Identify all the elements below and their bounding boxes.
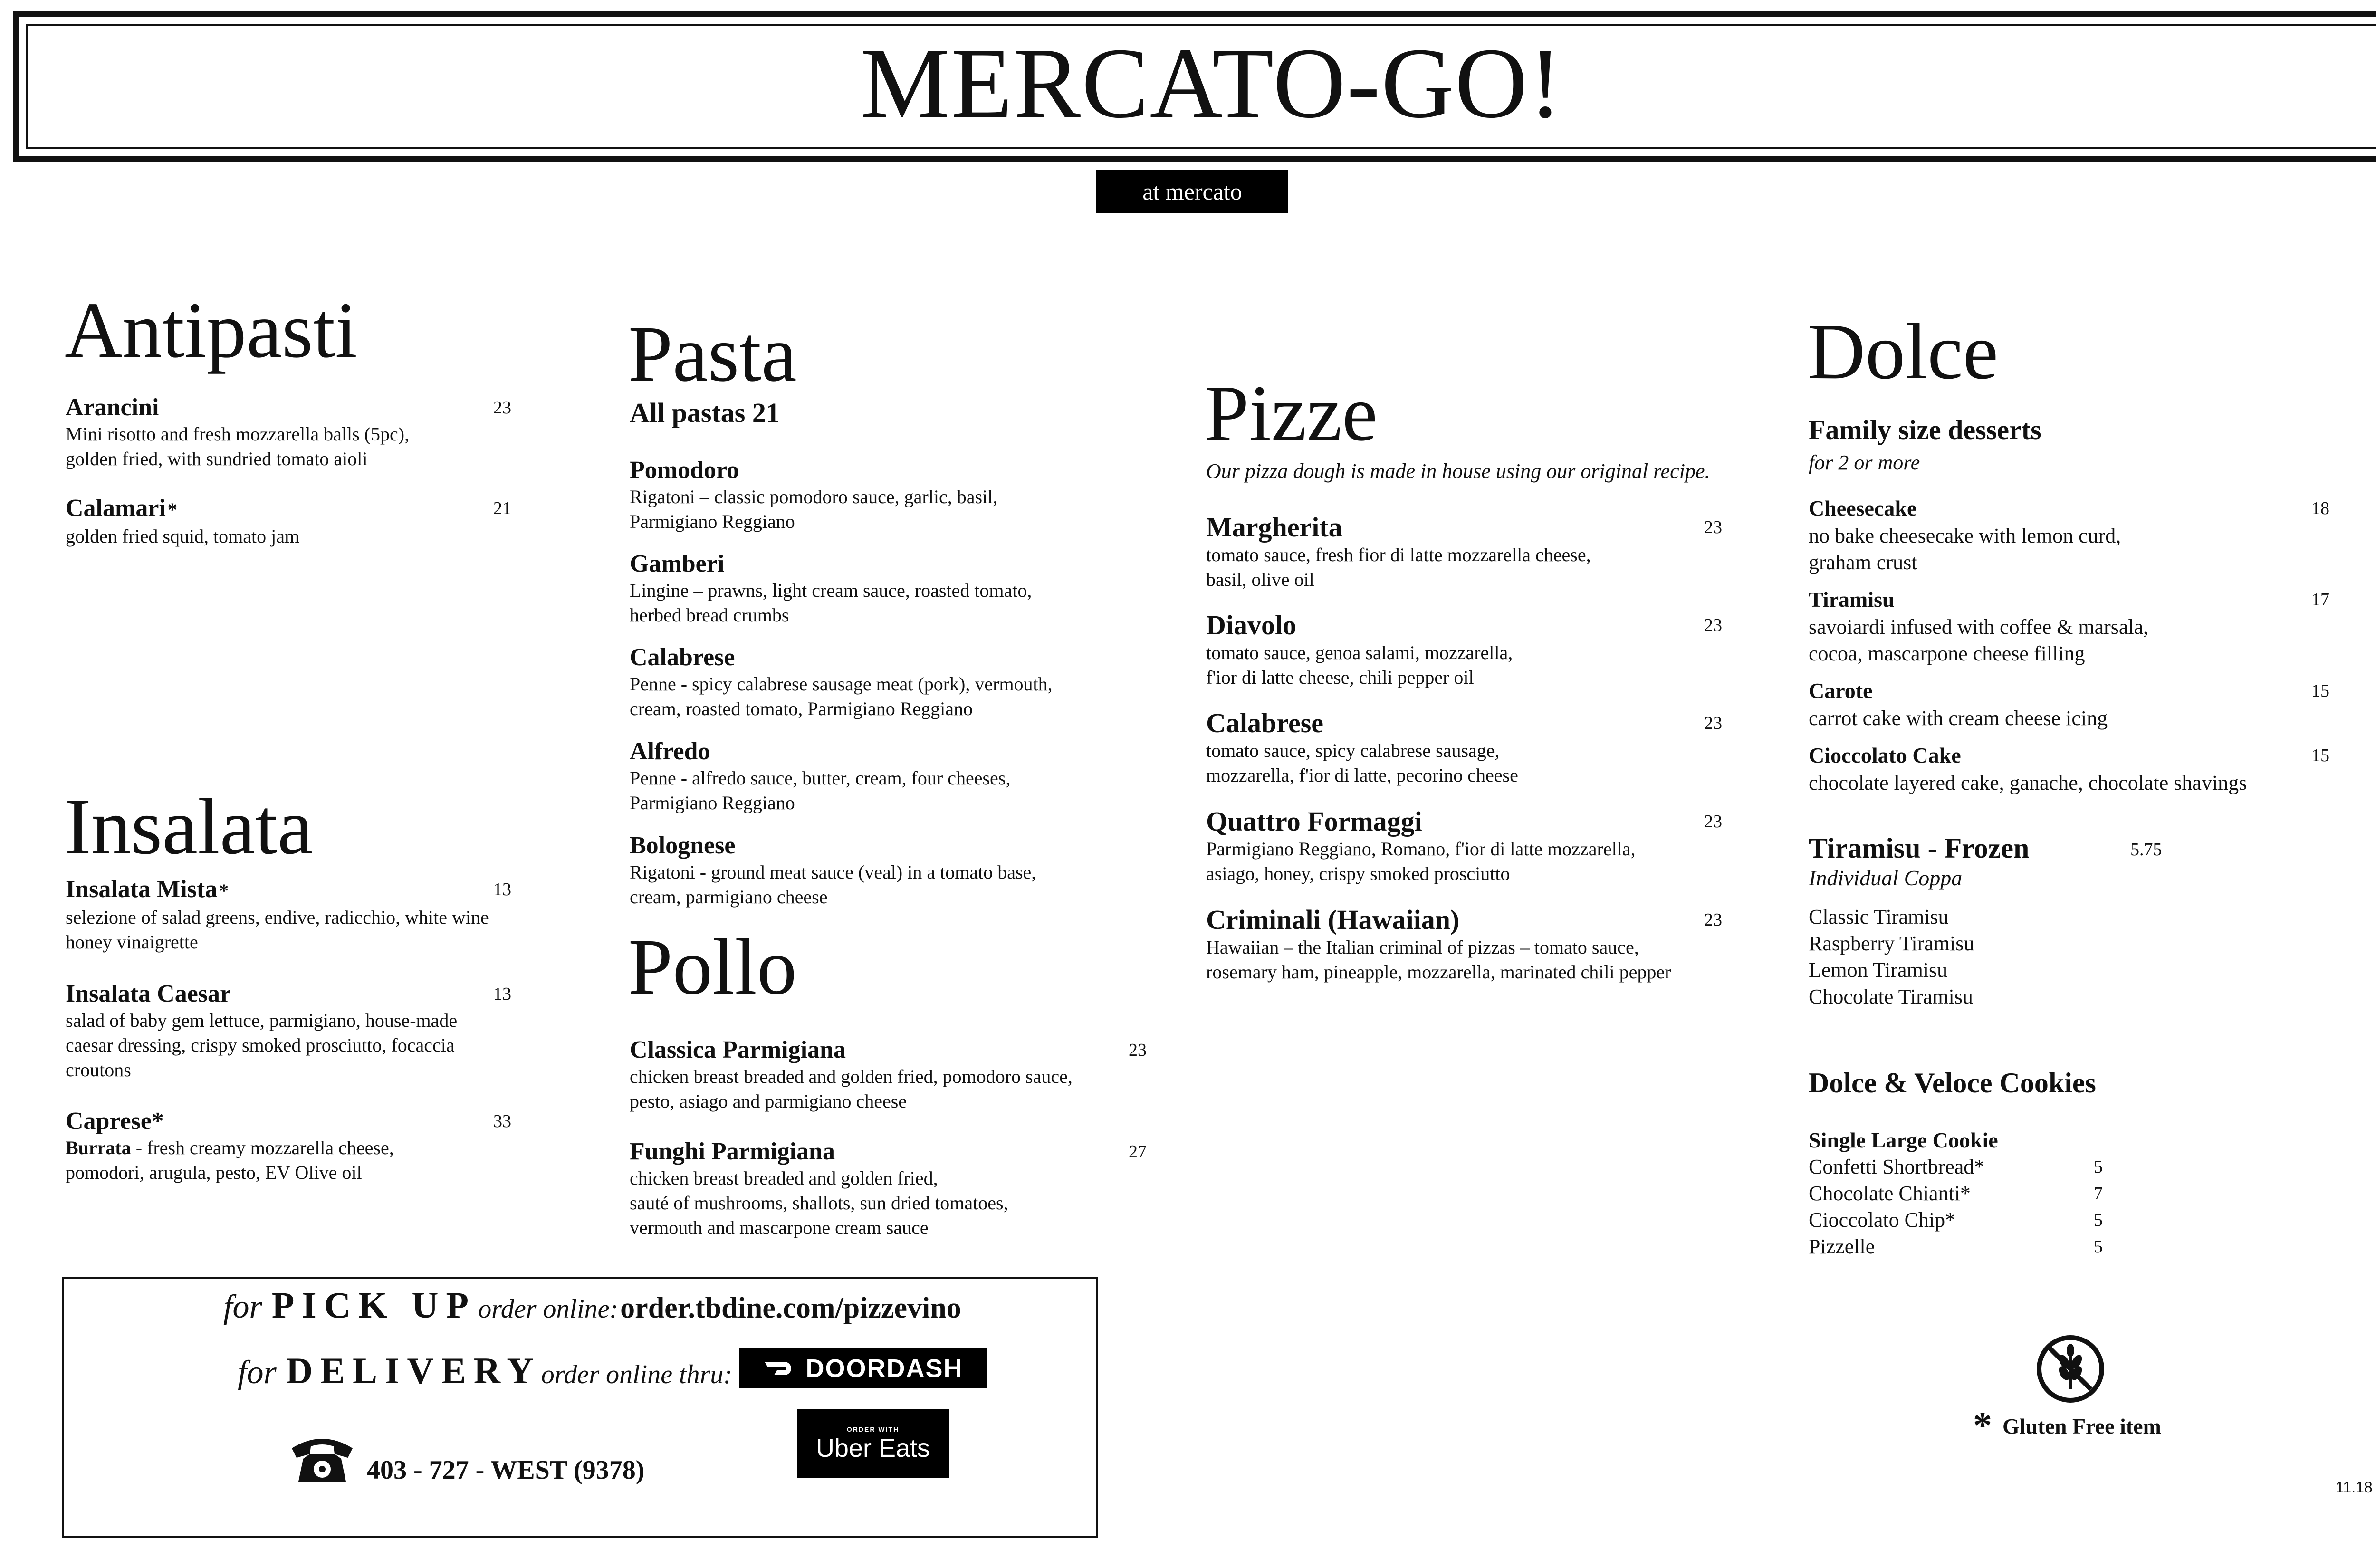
doordash-logo[interactable] <box>739 1348 987 1388</box>
item-desc-line: Mini risotto and fresh mozzarella balls (5pc), <box>66 423 410 445</box>
phone-number[interactable]: 403 - 727 - WEST (9378) <box>367 1455 645 1485</box>
menu-item-calamari <box>66 494 522 549</box>
item-desc-line: Rigatoni – classic pomodoro sauce, garlic, basil, <box>630 486 998 507</box>
item-name: Classica Parmigiana <box>630 1036 846 1063</box>
cookie-price: 5 <box>2094 1210 2103 1230</box>
item-desc-line: Rigatoni - ground meat sauce (veal) in a tomato base, <box>630 861 1036 883</box>
item-desc-line: cocoa, mascarpone cheese filling <box>1809 642 2085 665</box>
item-name: Bolognese <box>630 832 736 859</box>
item-name: Quattro Formaggi <box>1206 806 1422 837</box>
gluten-free-mark: * <box>219 880 229 901</box>
item-desc-line: carrot cake with cream cheese icing <box>1809 707 2108 730</box>
cookie-price: 7 <box>2094 1184 2103 1204</box>
item-desc-line: basil, olive oil <box>1206 569 1314 590</box>
item-desc-line: herbed bread crumbs <box>630 604 789 626</box>
item-name: Calamari <box>66 495 166 522</box>
item-desc-line: rosemary ham, pineapple, mozzarella, marinated chili pepper <box>1206 961 1671 983</box>
item-desc-line: no bake cheesecake with lemon curd, <box>1809 524 2121 547</box>
tiramisu-flavor: Raspberry Tiramisu <box>1809 932 1974 955</box>
tiramisu-frozen-block <box>1809 832 2331 1010</box>
item-price: 13 <box>493 880 511 899</box>
item-price: 13 <box>493 984 511 1004</box>
gluten-free-mark: * <box>167 499 177 520</box>
item-name: Criminali (Hawaiian) <box>1206 904 1460 935</box>
item-desc-line: tomato sauce, genoa salami, mozzarella, <box>1206 642 1513 663</box>
item-desc-line: Parmigiano Reggiano, Romano, f'ior di latte mozzarella, <box>1206 838 1636 860</box>
item-name: Pomodoro <box>630 457 739 484</box>
item-desc-line: cream, roasted tomato, Parmigiano Reggiano <box>630 698 973 719</box>
gluten-free-symbol: * <box>1973 1405 1992 1447</box>
cookie-item <box>1809 1154 2141 1180</box>
pasta-title: Pasta <box>628 310 797 398</box>
item-name: Alfredo <box>630 738 710 765</box>
item-name: Calabrese <box>630 644 735 671</box>
item-desc-line: asiago, honey, crispy smoked prosciutto <box>1206 863 1510 884</box>
item-price: 21 <box>493 498 511 518</box>
cookies-block <box>1809 1127 2141 1260</box>
item-desc-line: Parmigiano Reggiano <box>630 511 795 532</box>
subtitle-badge: at mercato <box>1096 170 1288 213</box>
item-price: 23 <box>1704 910 1722 930</box>
menu-item-carote <box>1809 677 2355 732</box>
menu-item-funghi-parmigiana <box>630 1138 1176 1240</box>
item-name: Margherita <box>1206 512 1342 543</box>
ubereats-logo[interactable] <box>797 1409 949 1478</box>
cookie-item <box>1809 1233 2141 1260</box>
menu-item-criminali <box>1206 905 1753 985</box>
item-name: Funghi Parmigiana <box>630 1138 835 1165</box>
pickup-url[interactable]: order.tbdine.com/pizzevino <box>620 1292 961 1324</box>
dolce-title: Dolce <box>1808 307 1999 396</box>
item-price: 15 <box>2311 746 2329 765</box>
gluten-free-label: Gluten Free item <box>2002 1414 2161 1438</box>
insalata-title: Insalata <box>65 783 313 871</box>
gluten-free-legend <box>1973 1405 2161 1448</box>
pasta-note: All pastas 21 <box>630 397 780 428</box>
menu-item-caprese <box>66 1107 569 1185</box>
cookie-item <box>1809 1207 2141 1233</box>
item-price: 23 <box>1704 812 1722 832</box>
item-desc-line: Parmigiano Reggiano <box>630 792 795 813</box>
menu-item-insalata-caesar <box>66 980 569 1082</box>
menu-item-alfredo <box>630 737 1176 815</box>
cookie-name: Confetti Shortbread* <box>1809 1155 1985 1178</box>
item-name: Caprese* <box>66 1108 164 1135</box>
item-desc-line: tomato sauce, spicy calabrese sausage, <box>1206 740 1500 761</box>
menu-item-margherita <box>1206 512 1753 592</box>
item-price: 23 <box>1704 713 1722 733</box>
delivery-label: DELIVERY <box>286 1350 541 1391</box>
menu-item-tiramisu <box>1809 585 2355 667</box>
delivery-for: for <box>238 1354 277 1391</box>
item-desc-line: Penne - spicy calabrese sausage meat (pork), vermouth, <box>630 673 1053 695</box>
item-desc-line: caesar dressing, crispy smoked prosciutto, focaccia <box>66 1034 455 1056</box>
tiramisu-flavor: Lemon Tiramisu <box>1809 958 1948 982</box>
cookie-price: 5 <box>2094 1157 2103 1177</box>
item-desc-line: golden fried, with sundried tomato aioli <box>66 448 368 469</box>
pollo-title: Pollo <box>628 923 797 1011</box>
antipasti-title: Antipasti <box>65 286 357 374</box>
item-price: 23 <box>1704 517 1722 537</box>
item-desc-line: golden fried squid, tomato jam <box>66 526 300 547</box>
doordash-text: DOORDASH <box>805 1354 963 1383</box>
item-name: Gamberi <box>630 550 725 577</box>
cookie-item <box>1809 1180 2141 1207</box>
item-desc-line: chocolate layered cake, ganache, chocolate shavings <box>1809 771 2247 794</box>
menu-item-pomodoro <box>630 456 1176 534</box>
tiramisu-frozen-title: Tiramisu - Frozen <box>1809 832 2030 864</box>
doordash-logo-icon <box>764 1359 797 1378</box>
menu-item-diavolo <box>1206 610 1753 690</box>
item-desc-line: chicken breast breaded and golden fried, <box>630 1167 938 1189</box>
menu-item-classica-parmigiana <box>630 1036 1176 1114</box>
item-desc-line: pesto, asiago and parmigiano cheese <box>630 1090 907 1112</box>
item-price: 23 <box>1704 615 1722 635</box>
item-price: 17 <box>2311 590 2329 610</box>
item-desc-line: croutons <box>66 1059 131 1080</box>
cookies-subtitle: Single Large Cookie <box>1809 1128 1998 1152</box>
pickup-note: order online: <box>478 1294 619 1324</box>
item-price: 33 <box>493 1111 511 1131</box>
item-price: 23 <box>493 398 511 418</box>
item-desc-line: Lingine – prawns, light cream sauce, roasted tomato, <box>630 580 1032 601</box>
ubereats-small-text: ORDER WITH <box>846 1425 900 1433</box>
family-desserts-title: Family size desserts <box>1809 414 2041 445</box>
tiramisu-flavor: Classic Tiramisu <box>1809 905 1949 928</box>
family-desserts-note: for 2 or more <box>1809 451 1920 474</box>
item-price: 15 <box>2311 681 2329 701</box>
menu-item-calabrese-pasta <box>630 643 1176 721</box>
item-name: Insalata Mista <box>66 876 218 903</box>
menu-item-calabrese-pizza <box>1206 708 1753 788</box>
item-desc-line: Hawaiian – the Italian criminal of pizzas – tomato sauce, <box>1206 937 1639 958</box>
item-desc-line: f'ior di latte cheese, chili pepper oil <box>1206 667 1474 688</box>
cookie-name: Pizzelle <box>1809 1235 1875 1258</box>
item-name: Insalata Caesar <box>66 980 231 1007</box>
menu-item-gamberi <box>630 550 1176 628</box>
phone-icon <box>289 1432 355 1484</box>
item-price: 23 <box>1129 1040 1147 1060</box>
pickup-label: PICK UP <box>271 1284 477 1326</box>
pickup-for: for <box>223 1289 262 1325</box>
item-name: Arancini <box>66 394 159 421</box>
item-desc-line: honey vinaigrette <box>66 931 198 953</box>
item-desc-line: chicken breast breaded and golden fried, pomodoro sauce, <box>630 1066 1073 1087</box>
pizze-note: Our pizza dough is made in house using our original recipe. <box>1206 459 1710 483</box>
cookie-name: Cioccolato Chip* <box>1809 1208 1956 1232</box>
item-desc-line: selezione of salad greens, endive, radicchio, white wine <box>66 907 489 928</box>
item-desc-line: savoiardi infused with coffee & marsala, <box>1809 615 2149 639</box>
tiramisu-frozen-price: 5.75 <box>2130 840 2162 860</box>
item-desc-line: salad of baby gem lettuce, parmigiano, house-made <box>66 1010 458 1031</box>
item-name: Cheesecake <box>1809 496 1917 520</box>
item-name: Carote <box>1809 679 1873 703</box>
cookie-name: Chocolate Chianti* <box>1809 1182 1971 1205</box>
item-desc-bold: Burrata <box>66 1137 131 1158</box>
item-name: Calabrese <box>1206 708 1324 738</box>
tiramisu-flavor: Chocolate Tiramisu <box>1809 985 1973 1008</box>
cookie-price: 5 <box>2094 1237 2103 1257</box>
cookies-title: Dolce & Veloce Cookies <box>1809 1067 2096 1099</box>
item-desc-line: graham crust <box>1809 551 1917 574</box>
menu-item-arancini <box>66 393 522 471</box>
menu-item-quattro-formaggi <box>1206 806 1753 886</box>
item-name: Cioccolato Cake <box>1809 743 1961 767</box>
delivery-note: order online thru: <box>541 1360 733 1389</box>
item-desc-line: pomodori, arugula, pesto, EV Olive oil <box>66 1162 362 1183</box>
version-label: 11.18 <box>2336 1479 2373 1496</box>
item-name: Diavolo <box>1206 610 1297 641</box>
item-desc-line: vermouth and mascarpone cream sauce <box>630 1217 929 1238</box>
menu-item-cioccolato-cake <box>1809 741 2376 796</box>
item-price: 27 <box>1129 1142 1147 1162</box>
pickup-line <box>223 1284 961 1327</box>
page-title: MERCATO-GO! <box>860 27 1563 139</box>
item-desc-line: tomato sauce, fresh fior di latte mozzarella cheese, <box>1206 544 1591 565</box>
item-name: Tiramisu <box>1809 587 1895 612</box>
item-desc-line: sauté of mushrooms, shallots, sun dried tomatoes, <box>630 1192 1008 1214</box>
menu-item-bolognese <box>630 832 1176 909</box>
gluten-free-icon <box>2035 1333 2106 1405</box>
item-desc-line: cream, parmigiano cheese <box>630 886 828 908</box>
item-desc-line: Penne - alfredo sauce, butter, cream, four cheeses, <box>630 767 1011 789</box>
tiramisu-frozen-note: Individual Coppa <box>1809 866 1963 890</box>
delivery-line <box>238 1349 732 1392</box>
ubereats-text: Uber Eats <box>815 1434 930 1463</box>
pizze-title: Pizze <box>1205 369 1378 458</box>
menu-item-insalata-mista <box>66 875 569 955</box>
menu-item-cheesecake <box>1809 494 2355 576</box>
item-desc-line: mozzarella, f'ior di latte, pecorino cheese <box>1206 765 1518 786</box>
item-desc-line: - fresh creamy mozzarella cheese, <box>135 1137 394 1158</box>
item-price: 18 <box>2311 498 2329 518</box>
